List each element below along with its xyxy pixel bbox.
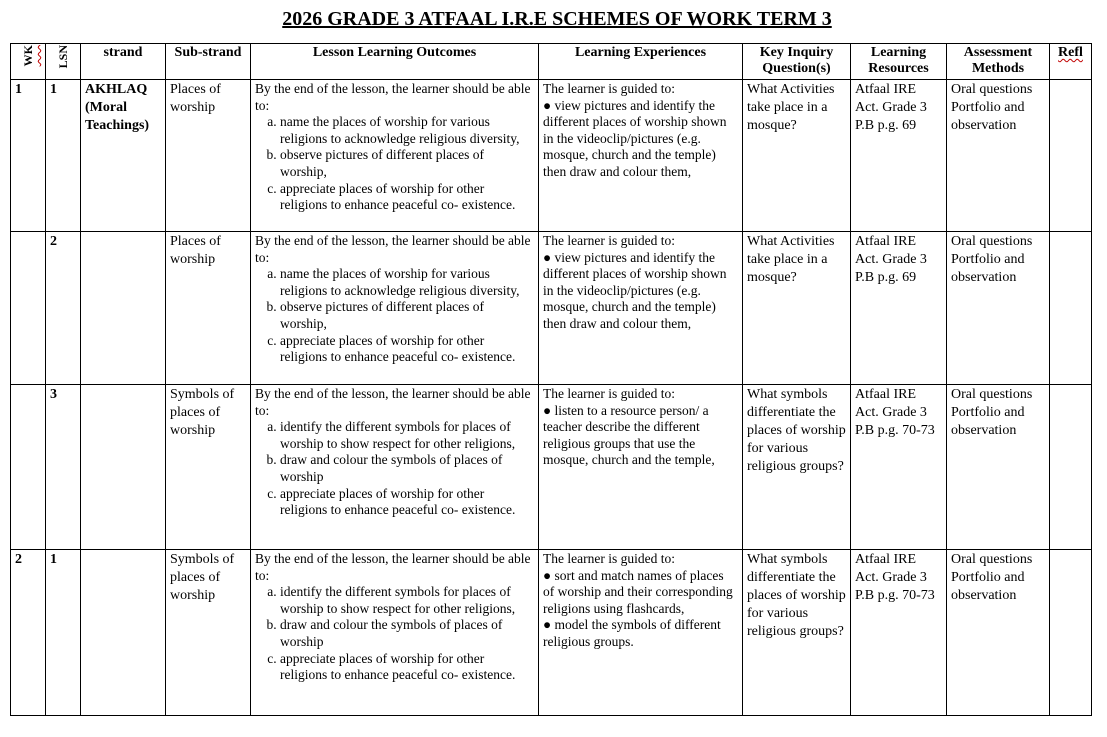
inquiry-cell: What symbols differentiate the places of worship for various religious groups? <box>743 550 851 716</box>
experience-item: ● sort and match names of places of worship and their corresponding religions using flashcards, <box>543 567 733 616</box>
inquiry-cell: What Activities take place in a mosque? <box>743 232 851 385</box>
experiences-intro: The learner is guided to: <box>543 386 675 401</box>
outcome-item: a. identify the different symbols for places of worship to show respect for other religions, <box>280 419 534 452</box>
header-wk: WK <box>11 44 46 80</box>
header-strand: strand <box>81 44 166 80</box>
week-cell: 1 <box>11 80 46 232</box>
week-cell <box>11 385 46 550</box>
experiences-intro: The learner is guided to: <box>543 81 675 96</box>
outcomes-intro: By the end of the lesson, the learner should be able to: <box>255 81 531 113</box>
reflection-cell <box>1050 550 1092 716</box>
header-lsn: LSN <box>46 44 81 80</box>
experience-item: ● listen to a resource person/ a teacher describe the different religious groups that use the mosque, church and the temple, <box>543 402 715 468</box>
resources-cell: Atfaal IRE Act. Grade 3 P.B p.g. 69 <box>851 80 947 232</box>
outcome-item: c. appreciate places of worship for other religions to enhance peaceful co- existence. <box>280 486 534 519</box>
outcomes-intro: By the end of the lesson, the learner should be able to: <box>255 233 531 265</box>
substrand-cell: Places of worship <box>166 80 251 232</box>
schemes-table <box>10 43 1092 716</box>
experiences-cell <box>539 550 743 716</box>
outcome-item: b. draw and colour the symbols of places of worship <box>280 617 534 650</box>
outcome-item: b. observe pictures of different places of worship, <box>280 299 534 332</box>
assessment-cell: Oral questions Portfolio and observation <box>947 80 1050 232</box>
experience-item: ● view pictures and identify the different places of worship shown in the videoclip/pictures (e.g. mosque, church and the temple) then draw and colour them, <box>543 97 727 179</box>
table-row <box>11 232 1092 385</box>
table-row <box>11 80 1092 232</box>
week-cell <box>11 232 46 385</box>
header-row <box>11 44 1092 80</box>
week-cell: 2 <box>11 550 46 716</box>
header-assessment: Assessment Methods <box>947 44 1050 80</box>
header-refl: Refl <box>1050 44 1092 80</box>
outcome-item: b. draw and colour the symbols of places of worship <box>280 452 534 485</box>
outcomes-list <box>255 419 534 519</box>
lesson-cell: 2 <box>46 232 81 385</box>
outcome-item: c. appreciate places of worship for other religions to enhance peaceful co- existence. <box>280 181 534 214</box>
outcomes-intro: By the end of the lesson, the learner should be able to: <box>255 551 531 583</box>
outcomes-cell <box>251 385 539 550</box>
reflection-cell <box>1050 80 1092 232</box>
outcome-item: b. observe pictures of different places of worship, <box>280 147 534 180</box>
lesson-cell: 1 <box>46 80 81 232</box>
outcome-item: a. name the places of worship for various religions to acknowledge religious diversity, <box>280 114 534 147</box>
header-outcomes: Lesson Learning Outcomes <box>251 44 539 80</box>
experiences-intro: The learner is guided to: <box>543 233 675 248</box>
resources-cell: Atfaal IRE Act. Grade 3 P.B p.g. 70-73 <box>851 385 947 550</box>
table-row <box>11 385 1092 550</box>
reflection-cell <box>1050 232 1092 385</box>
table-row <box>11 550 1092 716</box>
outcomes-list <box>255 584 534 684</box>
header-substrand: Sub-strand <box>166 44 251 80</box>
experiences-cell <box>539 232 743 385</box>
strand-cell <box>81 385 166 550</box>
page-title: 2026 GRADE 3 ATFAAL I.R.E SCHEMES OF WORK TERM 3 <box>282 8 832 30</box>
assessment-cell: Oral questions Portfolio and observation <box>947 232 1050 385</box>
experiences-cell <box>539 80 743 232</box>
resources-cell: Atfaal IRE Act. Grade 3 P.B p.g. 69 <box>851 232 947 385</box>
outcome-item: a. name the places of worship for various religions to acknowledge religious diversity, <box>280 266 534 299</box>
outcomes-list <box>255 266 534 366</box>
lesson-cell: 3 <box>46 385 81 550</box>
resources-cell: Atfaal IRE Act. Grade 3 P.B p.g. 70-73 <box>851 550 947 716</box>
substrand-cell: Places of worship <box>166 232 251 385</box>
strand-cell <box>81 550 166 716</box>
outcome-item: c. appreciate places of worship for other religions to enhance peaceful co- existence. <box>280 651 534 684</box>
experience-item: ● view pictures and identify the different places of worship shown in the videoclip/pictures (e.g. mosque, church and the temple) then draw and colour them, <box>543 249 727 331</box>
header-experiences: Learning Experiences <box>539 44 743 80</box>
outcomes-cell <box>251 550 539 716</box>
reflection-cell <box>1050 385 1092 550</box>
outcomes-intro: By the end of the lesson, the learner should be able to: <box>255 386 531 418</box>
outcome-item: c. appreciate places of worship for other religions to enhance peaceful co- existence. <box>280 333 534 366</box>
experiences-intro: The learner is guided to: <box>543 551 675 566</box>
substrand-cell: Symbols of places of worship <box>166 385 251 550</box>
strand-cell <box>81 232 166 385</box>
outcomes-list <box>255 114 534 214</box>
outcomes-cell <box>251 80 539 232</box>
lesson-cell: 1 <box>46 550 81 716</box>
substrand-cell: Symbols of places of worship <box>166 550 251 716</box>
experiences-cell <box>539 385 743 550</box>
outcome-item: a. identify the different symbols for places of worship to show respect for other religions, <box>280 584 534 617</box>
header-inquiry: Key Inquiry Question(s) <box>743 44 851 80</box>
outcomes-cell <box>251 232 539 385</box>
experience-item: ● model the symbols of different religious groups. <box>543 617 721 649</box>
inquiry-cell: What symbols differentiate the places of worship for various religious groups? <box>743 385 851 550</box>
header-resources: Learning Resources <box>851 44 947 80</box>
inquiry-cell: What Activities take place in a mosque? <box>743 80 851 232</box>
assessment-cell: Oral questions Portfolio and observation <box>947 550 1050 716</box>
assessment-cell: Oral questions Portfolio and observation <box>947 385 1050 550</box>
strand-cell: AKHLAQ (Moral Teachings) <box>81 80 166 232</box>
